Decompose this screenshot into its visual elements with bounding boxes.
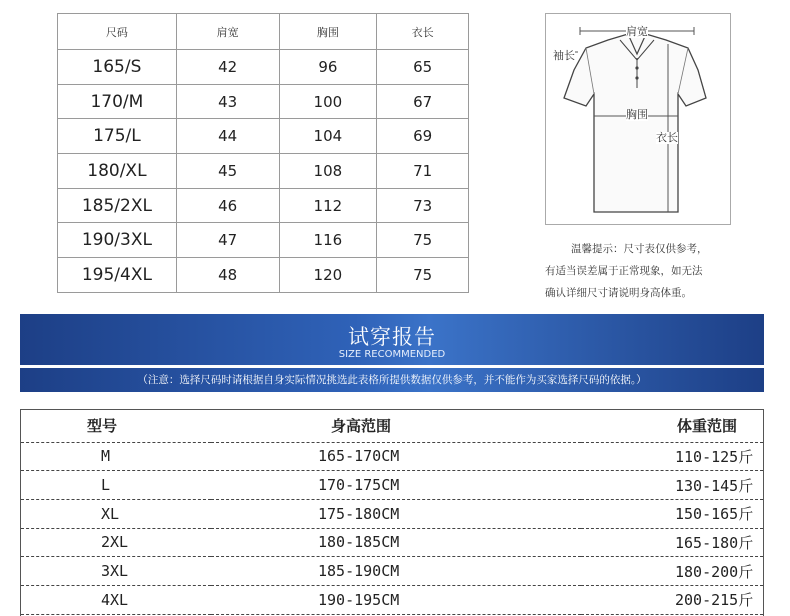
recommend-cell: 180-185CM (211, 528, 581, 557)
size-table-cell: 47 (176, 223, 279, 258)
size-table-cell: 75 (377, 223, 469, 258)
size-table-cell: 108 (279, 154, 377, 189)
size-table-header-cell: 胸围 (279, 14, 377, 50)
chest-label: 胸围 (626, 108, 648, 121)
size-table-cell: 195/4XL (58, 258, 177, 293)
size-table-cell: 100 (279, 84, 377, 119)
recommend-cell: 4XL (21, 585, 211, 614)
recommend-cell: 175-180CM (211, 499, 581, 528)
size-table-row (58, 154, 469, 189)
size-table-cell: 44 (176, 119, 279, 154)
recommend-cell: 165-180斤 (581, 528, 763, 557)
size-table-cell: 67 (377, 84, 469, 119)
size-table-header (58, 14, 469, 50)
size-table-cell: 170/M (58, 84, 177, 119)
size-table-cell: 65 (377, 50, 469, 85)
banner-subtitle: SIZE RECOMMENDED (338, 349, 446, 360)
recommend-header-cell: 身高范围 (211, 410, 581, 442)
size-table-cell: 69 (377, 119, 469, 154)
recommend-cell: 190-195CM (211, 585, 581, 614)
recommend-table-row (21, 471, 763, 500)
size-table-row (58, 50, 469, 85)
size-table-cell: 116 (279, 223, 377, 258)
size-table-cell: 165/S (58, 50, 177, 85)
shirt-measure-diagram (545, 13, 731, 225)
size-table-row (58, 258, 469, 293)
size-table-row (58, 188, 469, 223)
recommend-cell: 3XL (21, 557, 211, 586)
size-table-header-cell: 肩宽 (176, 14, 279, 50)
recommend-header-cell: 体重范围 (581, 410, 763, 442)
size-table-cell: 42 (176, 50, 279, 85)
size-table-cell: 185/2XL (58, 188, 177, 223)
recommend-cell: 185-190CM (211, 557, 581, 586)
recommend-cell: 150-165斤 (581, 499, 763, 528)
size-table-cell: 96 (279, 50, 377, 85)
size-table-cell: 73 (377, 188, 469, 223)
size-table-cell: 46 (176, 188, 279, 223)
size-table-row (58, 223, 469, 258)
size-table-row (58, 84, 469, 119)
recommend-cell: 200-215斤 (581, 585, 763, 614)
recommend-table-row (21, 499, 763, 528)
length-label: 衣长 (656, 131, 678, 144)
recommend-table-frame (20, 409, 764, 616)
banner-note: （注意：选择尺码时请根据自身实际情况挑选此表格所提供数据仅供参考，并不能作为买家选择尺码的依据。） (137, 374, 647, 386)
recommend-cell: 130-145斤 (581, 471, 763, 500)
recommend-cell: M (21, 442, 211, 471)
recommend-cell: XL (21, 499, 211, 528)
size-tip (535, 238, 745, 304)
shoulder-width-label: 肩宽 (626, 25, 648, 38)
size-table-header-cell: 衣长 (377, 14, 469, 50)
size-table-row (58, 119, 469, 154)
recommend-table-row (21, 585, 763, 614)
size-chart-table (57, 13, 469, 293)
size-table-cell: 180/XL (58, 154, 177, 189)
tip-line: 确认详细尺寸请说明身高体重。 (545, 287, 692, 299)
recommend-cell: 2XL (21, 528, 211, 557)
size-table-cell: 43 (176, 84, 279, 119)
recommend-cell: 180-200斤 (581, 557, 763, 586)
recommend-table-header (21, 410, 763, 442)
size-table-cell: 190/3XL (58, 223, 177, 258)
recommend-table-row (21, 557, 763, 586)
sleeve-length-label: 袖长 (553, 49, 575, 62)
banner-title: 试穿报告 (348, 325, 436, 349)
recommend-table-row (21, 442, 763, 471)
size-table-cell: 112 (279, 188, 377, 223)
tip-line: 温馨提示：尺寸表仅供参考， (571, 243, 708, 255)
recommend-cell: 170-175CM (211, 471, 581, 500)
size-table-cell: 175/L (58, 119, 177, 154)
recommend-table-row (21, 528, 763, 557)
recommend-table (21, 410, 763, 615)
size-table-header-cell: 尺码 (58, 14, 177, 50)
size-table-cell: 71 (377, 154, 469, 189)
recommend-cell: 165-170CM (211, 442, 581, 471)
size-table-cell: 104 (279, 119, 377, 154)
size-table-cell: 45 (176, 154, 279, 189)
recommend-header-cell: 型号 (21, 410, 211, 442)
tip-line: 有适当误差属于正常现象，如无法 (545, 265, 703, 277)
size-table-cell: 120 (279, 258, 377, 293)
size-table-cell: 75 (377, 258, 469, 293)
recommend-cell: L (21, 471, 211, 500)
size-recommended-banner (20, 314, 764, 392)
size-table-cell: 48 (176, 258, 279, 293)
recommend-cell: 110-125斤 (581, 442, 763, 471)
banner-divider (20, 365, 764, 368)
